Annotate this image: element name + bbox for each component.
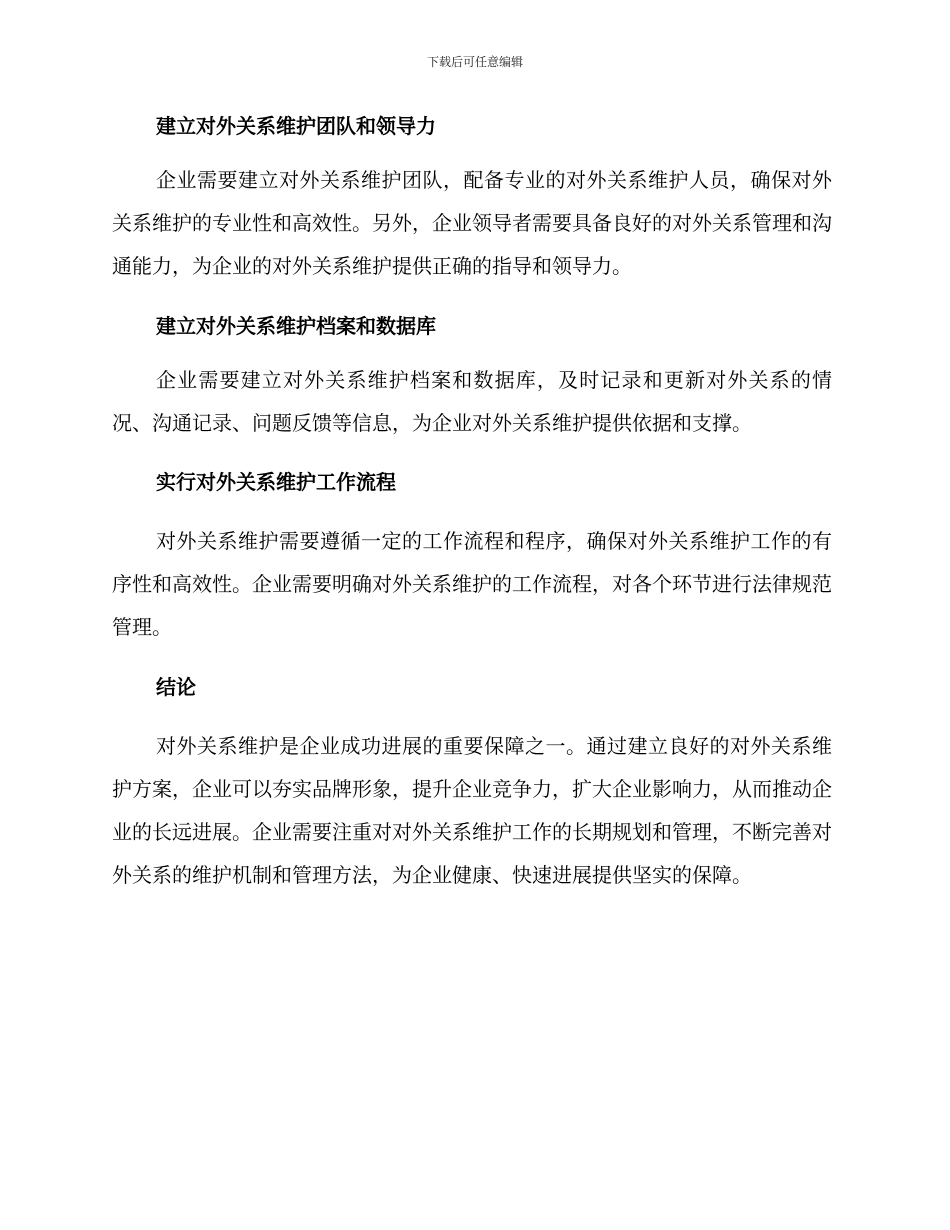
page-header: 下载后可任意编辑: [426, 55, 523, 69]
section-heading: 建立对外关系维护团队和领导力: [156, 114, 436, 138]
section-heading: 实行对外关系维护工作流程: [156, 470, 396, 494]
section-paragraph: 企业需要建立对外关系维护团队，配备专业的对外关系维护人员，确保对外关系维护的专业性和高效性。另外，企业领导者需要具备良好的对外关系管理和沟通能力，为企业的对外关系维护提供正确的指导和领导力。: [112, 168, 832, 278]
conclusion-heading: 结论: [156, 675, 196, 699]
section-paragraph: 对外关系维护需要遵循一定的工作流程和程序，确保对外关系维护工作的有序性和高效性。企业需要明确对外关系维护的工作流程，对各个环节进行法律规范管理。: [112, 529, 832, 639]
section-paragraph: 企业需要建立对外关系维护档案和数据库，及时记录和更新对外关系的情况、沟通记录、问题反馈等信息，为企业对外关系维护提供依据和支撑。: [112, 368, 832, 435]
section-heading: 建立对外关系维护档案和数据库: [156, 314, 436, 338]
conclusion-paragraph: 对外关系维护是企业成功进展的重要保障之一。通过建立良好的对外关系维护方案，企业可以夯实品牌形象，提升企业竞争力，扩大企业影响力，从而推动企业的长远进展。企业需要注重对对外关系维护工作的长期规划和管理，不断完善对外关系的维护机制和管理方法，为企业健康、快速进展提供坚实的保障。: [112, 734, 832, 887]
document-body: [112, 110, 832, 897]
